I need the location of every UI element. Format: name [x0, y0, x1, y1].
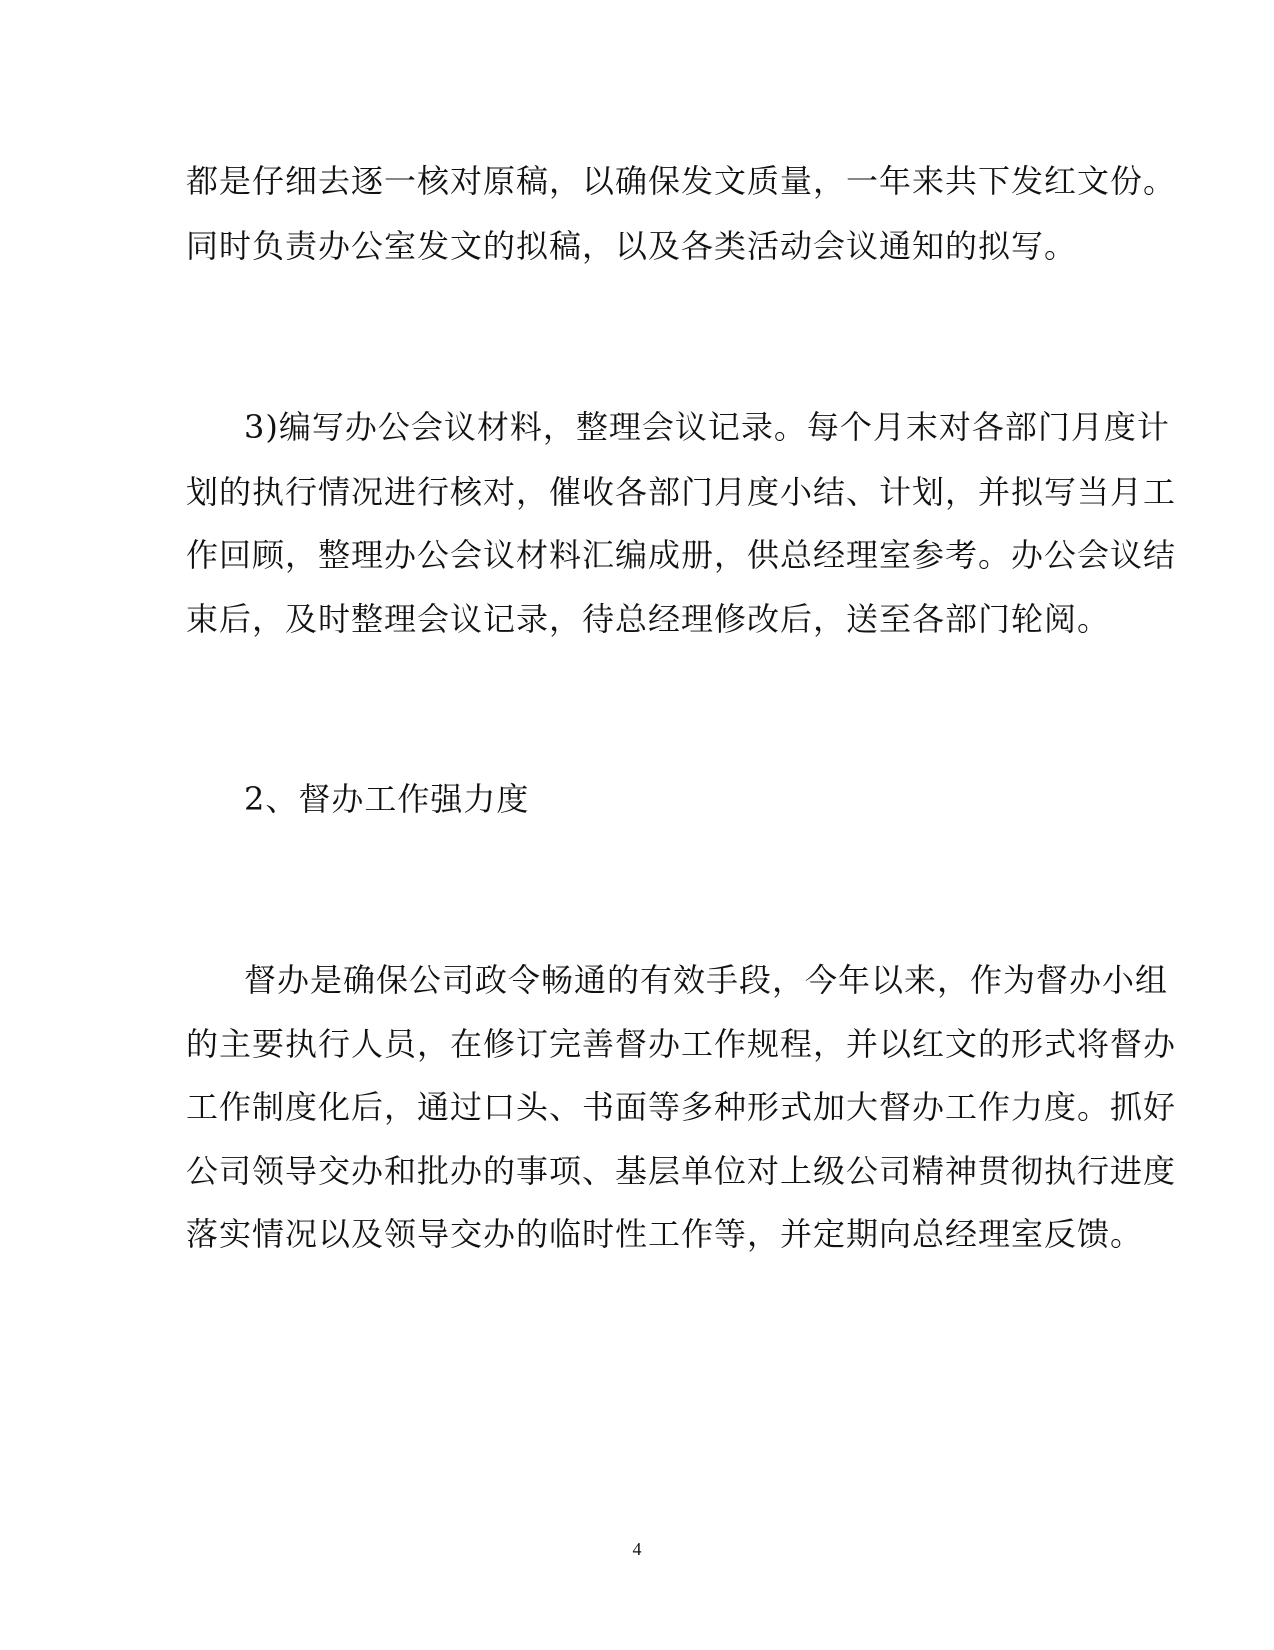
- text-line: 都是仔细去逐一核对原稿，以确保发文质量，一年来共下发红文份。: [186, 162, 1177, 200]
- text-line: 公司领导交办和批办的事项、基层单位对上级公司精神贯彻执行进度: [186, 1152, 1177, 1190]
- text-line: 3)编写办公会议材料，整理会议记录。每个月末对各部门月度计: [244, 408, 1170, 446]
- text-line: 作回顾，整理办公会议材料汇编成册，供总经理室参考。办公会议结: [186, 536, 1177, 574]
- text-line: 束后，及时整理会议记录，待总经理修改后，送至各部门轮阅。: [186, 600, 1111, 638]
- text-line: 工作制度化后，通过口头、书面等多种形式加大督办工作力度。抓好: [186, 1088, 1177, 1126]
- text-line: 落实情况以及领导交办的临时性工作等，并定期向总经理室反馈。: [186, 1215, 1144, 1253]
- text-line: 督办是确保公司政令畅通的有效手段，今年以来，作为督办小组: [244, 961, 1169, 999]
- text-line: 的主要执行人员，在修订完善督办工作规程，并以红文的形式将督办: [186, 1025, 1177, 1063]
- text-line: 同时负责办公室发文的拟稿，以及各类活动会议通知的拟写。: [186, 227, 1078, 265]
- page-number: 4: [632, 1539, 642, 1559]
- heading-text: 2、督办工作强力度: [244, 780, 530, 818]
- text-line: 划的执行情况进行核对，催收各部门月度小结、计划，并拟写当月工: [186, 473, 1177, 511]
